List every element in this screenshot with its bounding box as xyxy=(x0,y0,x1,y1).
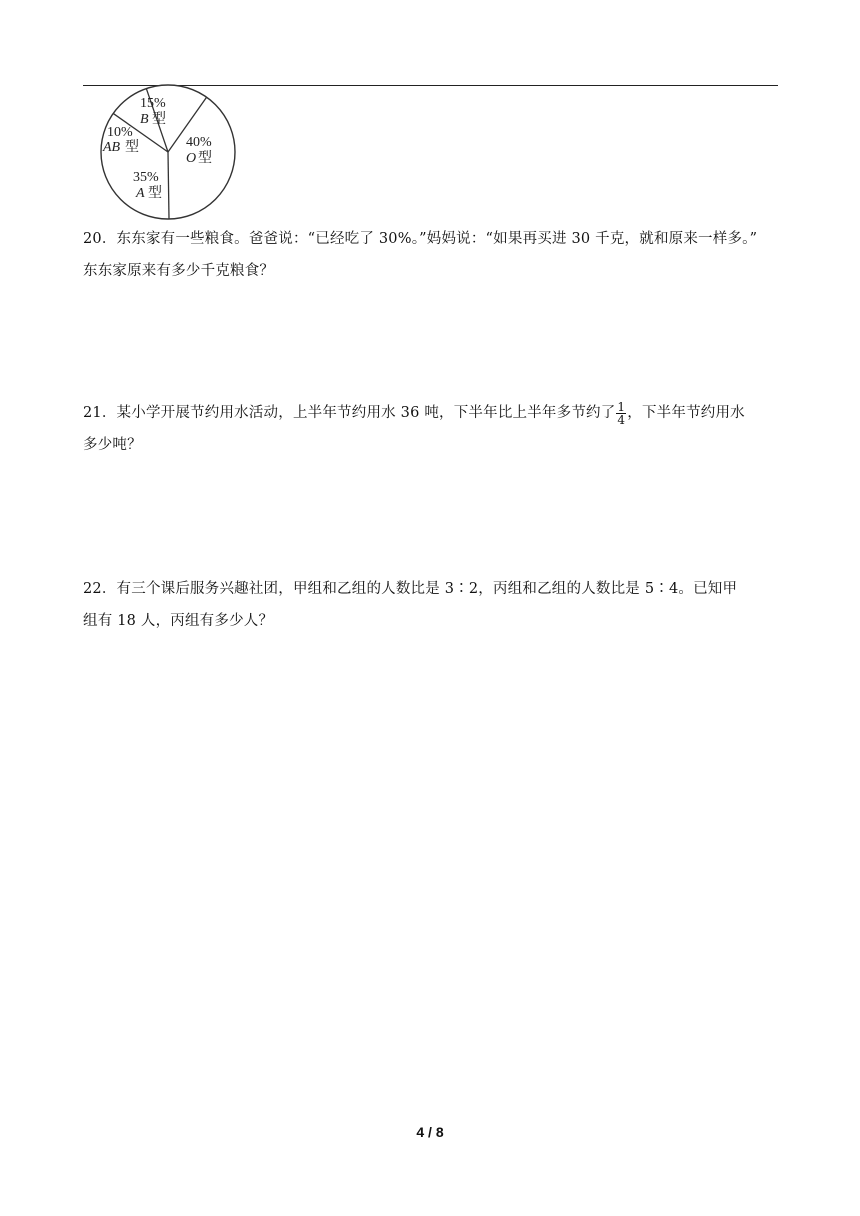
question-21-text-after: ，下半年节约用水 xyxy=(627,405,745,421)
pie-label-a-letter: A xyxy=(136,186,145,201)
question-21-text-before: 21．某小学开展节约用水活动，上半年节约用水 36 吨，下半年比上半年多节约了 xyxy=(83,405,616,421)
pie-label-b xyxy=(140,96,166,127)
question-21-line-2: 多少吨？ xyxy=(83,437,142,453)
pie-label-ab-word: 型 xyxy=(125,140,139,155)
fraction-denominator: 4 xyxy=(617,412,626,427)
question-20 xyxy=(83,223,783,287)
pie-label-b-percent: 15% xyxy=(140,96,166,111)
pie-label-a xyxy=(133,170,162,201)
pie-label-b-word: 型 xyxy=(152,112,166,127)
question-20-line-1: 20．东东家有一些粮食。爸爸说：“已经吃了 30%。”妈妈说：“如果再买进 30 千克，就和原来一样多。” xyxy=(83,231,758,247)
pie-label-ab-percent: 10% xyxy=(107,125,133,140)
question-22-line-1: 22．有三个课后服务兴趣社团，甲组和乙组的人数比是 3∶2，丙组和乙组的人数比是 5∶4。已知甲 xyxy=(83,581,738,597)
pie-label-o-letter: O xyxy=(186,151,197,166)
pie-label-o-word: 型 xyxy=(198,151,212,166)
blood-type-pie-chart xyxy=(98,84,242,222)
pie-label-ab-letter: AB xyxy=(103,140,121,155)
pie-label-a-word: 型 xyxy=(148,186,162,201)
pie-label-o-percent: 40% xyxy=(186,135,212,150)
question-21 xyxy=(83,397,783,461)
page-number: 4 / 8 xyxy=(416,1124,444,1140)
pie-chart-svg xyxy=(98,84,242,222)
fraction-one-quarter xyxy=(616,401,626,426)
pie-label-b-letter: B xyxy=(140,112,149,127)
pie-label-a-percent: 35% xyxy=(133,170,159,185)
fraction-numerator: 1 xyxy=(617,399,626,414)
question-21-line-1 xyxy=(83,397,783,429)
question-20-line-2: 东东家原来有多少千克粮食？ xyxy=(83,263,275,279)
pie-label-o xyxy=(186,135,212,166)
question-22 xyxy=(83,573,783,637)
question-22-line-2: 组有 18 人，丙组有多少人？ xyxy=(83,613,274,629)
